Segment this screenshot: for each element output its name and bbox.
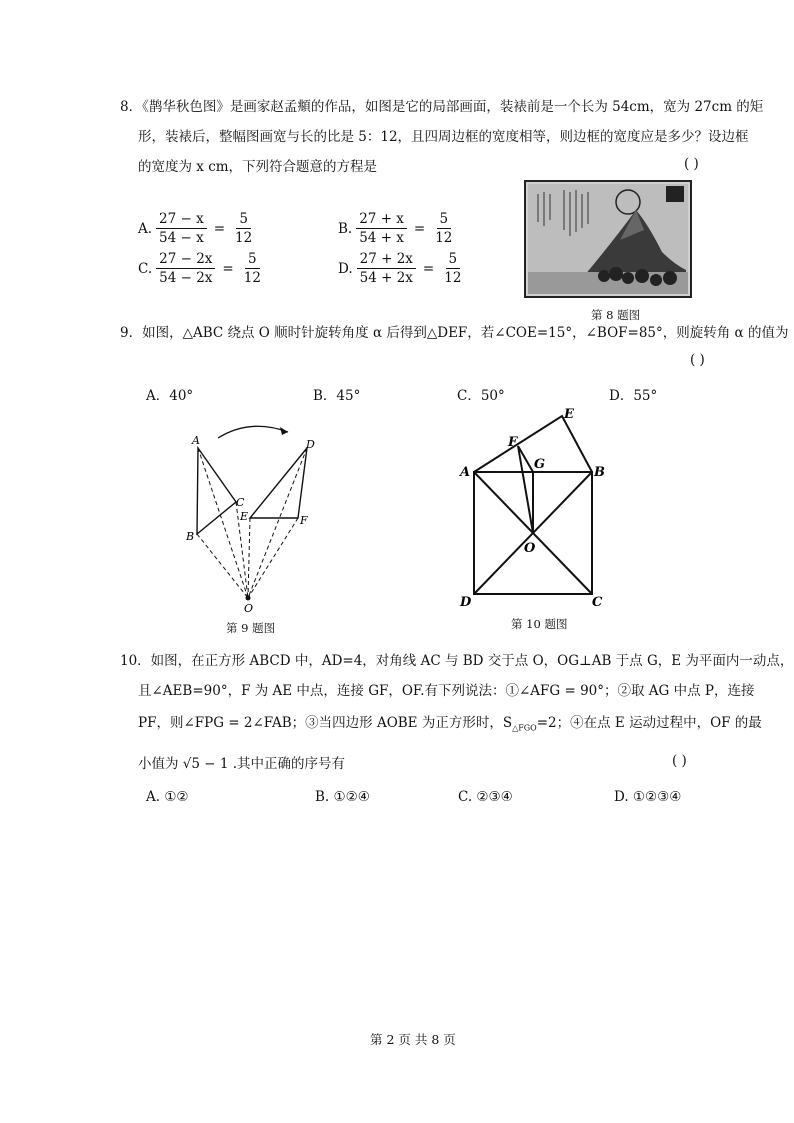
label-c: C (592, 595, 603, 610)
area-subscript: △FGO (512, 723, 537, 733)
label-a: A (460, 465, 471, 480)
option-letter: B. (338, 220, 353, 237)
numerator: 5 (446, 250, 461, 269)
label-a: A (192, 434, 200, 447)
triangle-def (250, 448, 307, 518)
fraction (156, 250, 215, 287)
label-c: C (236, 496, 245, 509)
denominator: 12 (435, 230, 453, 246)
numerator: 5 (437, 210, 452, 229)
q8-option-a (138, 210, 255, 247)
equals-sign: = (422, 260, 435, 277)
denominator: 12 (235, 230, 253, 246)
point-o (246, 596, 251, 601)
fraction (357, 250, 416, 287)
equals-sign: = (413, 220, 426, 237)
q8-option-c (138, 250, 264, 287)
option-letter: D. (338, 260, 353, 277)
denominator: 12 (243, 270, 261, 286)
q10-option-a: A. ①② (146, 789, 189, 805)
seal-square (666, 186, 684, 202)
q8-option-d (338, 250, 464, 287)
numerator: 27 + 2x (357, 250, 416, 269)
q10-line3 (138, 712, 762, 740)
figure-10-square-diagram (456, 404, 616, 612)
q8-option-b (338, 210, 455, 247)
q9-option-a: A．40° (146, 388, 194, 404)
label-d: D (306, 438, 315, 451)
q10-line2: 且∠AEB=90°，F 为 AE 中点，连接 GF，OF.有下列说法：①∠AFG = 90°；②取 AG 中点 P，连接 (138, 683, 755, 699)
denominator: 54 − 2x (159, 270, 213, 286)
page-footer: 第 2 页 共 8 页 (370, 1032, 456, 1047)
triangle-abc (197, 448, 236, 534)
fraction (241, 250, 264, 287)
q8-line3: 的宽度为 x cm，下列符合题意的方程是 (138, 159, 378, 175)
label-b: B (186, 530, 195, 543)
numerator: 27 + x (356, 210, 407, 229)
denominator: 12 (444, 270, 462, 286)
q10-line1: 10．如图，在正方形 ABCD 中，AD=4，对角线 AC 与 BD 交于点 O，OG⊥AB 于点 G，E 为平面内一动点， (120, 653, 794, 669)
label-o: O (244, 602, 254, 615)
q8-line2: 形，装裱后，整幅图画宽与长的比是 5：12，且四周边框的宽度相等，则边框的宽度应是多少？设边框 (138, 129, 749, 145)
fraction (156, 210, 207, 247)
q10-option-d: D. ①②③④ (614, 789, 682, 805)
painting-figure (524, 180, 692, 298)
numerator: 27 − 2x (156, 250, 215, 269)
option-letter: C. (138, 260, 153, 277)
triangle-aeb (474, 416, 592, 472)
label-e: E (240, 510, 249, 523)
label-o: O (524, 541, 536, 556)
q9-option-d: D．55° (609, 388, 658, 404)
q10-option-b: B. ①②④ (315, 789, 370, 805)
numerator: 27 − x (156, 210, 207, 229)
label-g: G (534, 457, 546, 472)
equals-sign: = (222, 260, 234, 277)
figure-9-rotation-diagram (180, 420, 330, 620)
figure-9-caption: 第 9 题图 (226, 621, 276, 635)
numerator: 5 (245, 250, 260, 269)
denominator: 54 − x (159, 230, 204, 246)
figure-8-caption: 第 8 题图 (591, 308, 641, 322)
q10-answer-paren: ( ) (672, 753, 687, 769)
label-e: E (564, 407, 574, 422)
q9-option-c: C．50° (457, 388, 505, 404)
q10-line3-text: PF，则∠FPG = 2∠FAB；③当四边形 AOBE 为正方形时，S (138, 715, 513, 731)
denominator: 54 + 2x (359, 270, 413, 286)
figure-10-caption: 第 10 题图 (511, 617, 568, 631)
numerator: 5 (236, 210, 251, 229)
label-d: D (460, 595, 472, 610)
rotation-arrow (218, 426, 288, 438)
fraction (356, 210, 407, 247)
q9-answer-paren: ( ) (690, 352, 705, 368)
label-f: F (300, 514, 308, 527)
fraction (232, 210, 255, 247)
q10-option-c: C. ②③④ (458, 789, 513, 805)
q8-line1: 8．《鹊华秋色图》是画家赵孟頫的作品，如图是它的局部画面，装裱前是一个长为 54cm，宽为 27cm 的矩 (120, 99, 764, 115)
q8-answer-paren: ( ) (684, 156, 699, 172)
q10-line3-end: =2；④在点 E 运动过程中，OF 的最 (536, 715, 762, 731)
equals-sign: = (213, 220, 226, 237)
q10-line4: 小值为 √5 − 1 .其中正确的序号有 (138, 756, 346, 772)
label-f: F (508, 435, 518, 450)
fraction (432, 210, 455, 247)
fraction (441, 250, 464, 287)
q9-option-b: B．45° (313, 388, 361, 404)
q9-line1: 9．如图，△ABC 绕点 O 顺时针旋转角度 α 后得到△DEF，若∠COE=15°，∠BOF=85°，则旋转角 α 的值为 (120, 325, 789, 341)
denominator: 54 + x (359, 230, 404, 246)
option-letter: A. (138, 220, 153, 237)
label-b: B (594, 465, 605, 480)
